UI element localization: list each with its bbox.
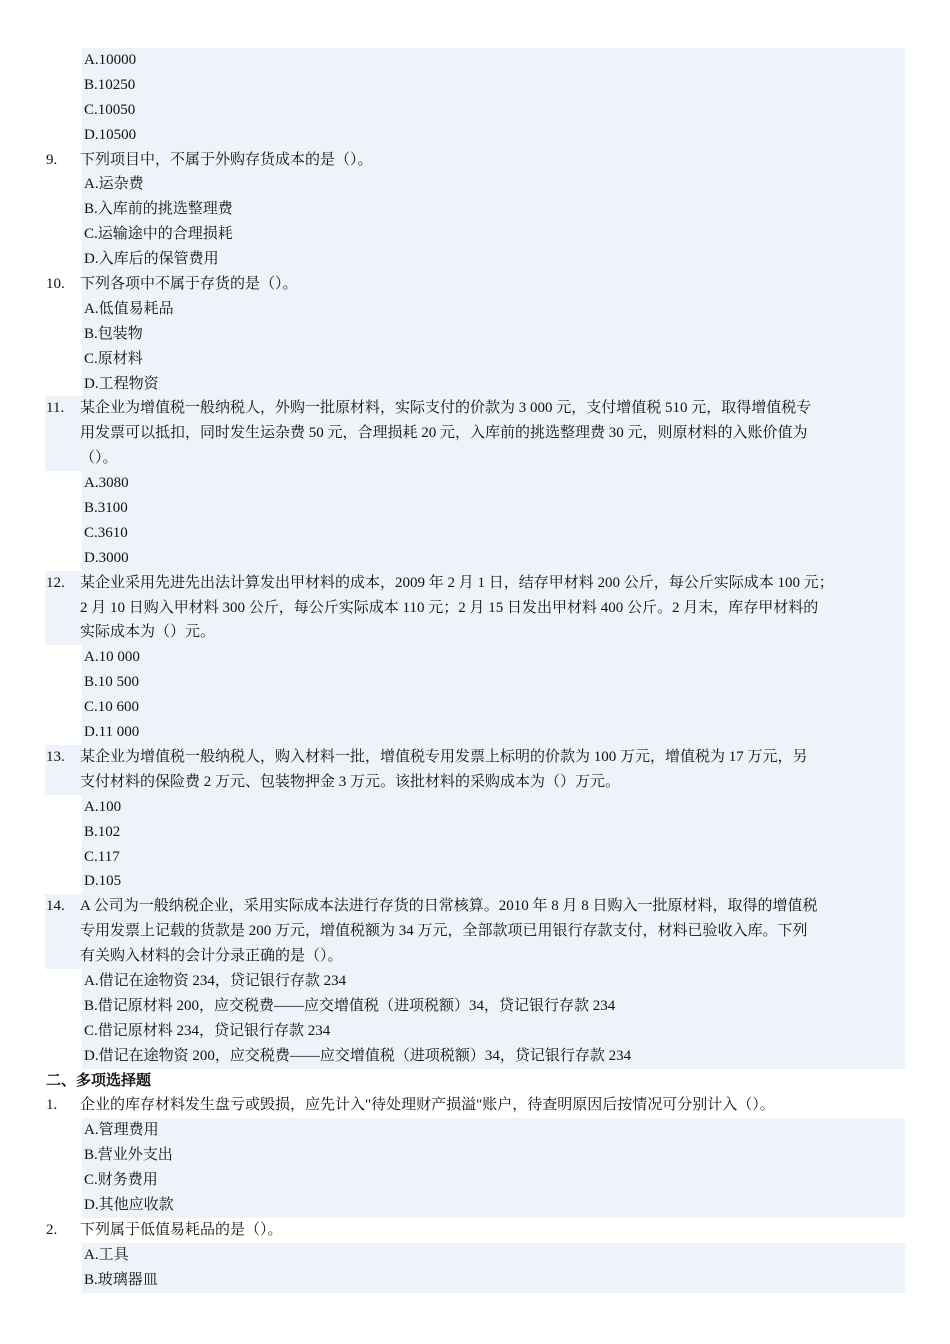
option-text: B.玻璃器皿 [84, 1271, 158, 1288]
option-text: C.财务费用 [84, 1172, 158, 1189]
option-text: A.100 [84, 798, 122, 815]
option-row [0, 820, 950, 845]
option-row [0, 1193, 950, 1218]
question-number: 2. [46, 1221, 58, 1238]
option-row [0, 1143, 950, 1168]
option-text: A.工具 [84, 1246, 129, 1263]
question-row [0, 596, 950, 621]
question-text: 专用发票上记载的货款是 200 万元，增值税额为 34 万元，全部款项已用银行存款支付，材料已验收入库。下列 [80, 923, 808, 940]
option-row [0, 869, 950, 894]
question-text: 某企业为增值税一般纳税人，购入材料一批，增值税专用发票上标明的价款为 100 万元，增值税为 17 万元，另 [80, 748, 808, 765]
option-text: B.10250 [84, 76, 136, 93]
question-row [0, 894, 950, 919]
option-text: D.3000 [84, 549, 129, 566]
option-row [0, 795, 950, 820]
question-row [0, 919, 950, 944]
option-text: D.105 [84, 873, 122, 890]
question-row [0, 745, 950, 770]
option-text: A.3080 [84, 475, 129, 492]
option-text: A.10000 [84, 52, 137, 68]
question-text: 下列属于低值易耗品的是（）。 [80, 1221, 283, 1238]
option-row [0, 496, 950, 521]
question-text: 支付材料的保险费 2 万元、包装物押金 3 万元。该批材料的采购成本为（）万元。 [80, 773, 621, 790]
option-row [0, 123, 950, 148]
question-row [0, 421, 950, 446]
option-row [0, 471, 950, 496]
option-row [0, 297, 950, 322]
option-row [0, 1118, 950, 1143]
option-text: D.入库后的保管费用 [84, 251, 219, 268]
question-number: 10. [46, 276, 65, 293]
option-text: D.10500 [84, 126, 137, 143]
option-text: C.运输途中的合理损耗 [84, 226, 233, 243]
question-text: 用发票可以抵扣，同时发生运杂费 50 元，合理损耗 20 元，入库前的挑选整理费 30 元，则原材料的入账价值为 [80, 425, 808, 442]
option-text: D.借记在途物资 200，应交税费——应交增值税（进项税额）34，贷记银行存款 234 [84, 1047, 632, 1064]
option-row [0, 969, 950, 994]
question-number: 13. [46, 748, 65, 765]
option-text: C.原材料 [84, 350, 143, 367]
question-row [0, 446, 950, 471]
option-text: C.3610 [84, 524, 128, 541]
option-text: A.管理费用 [84, 1122, 159, 1139]
option-row [0, 546, 950, 571]
option-text: D.其他应收款 [84, 1196, 174, 1213]
option-row [0, 845, 950, 870]
option-row [0, 347, 950, 372]
option-text: B.借记原材料 200，应交税费——应交增值税（进项税额）34，贷记银行存款 234 [84, 997, 616, 1014]
option-row [0, 645, 950, 670]
question-text: 某企业采用先进先出法计算发出甲材料的成本，2009 年 2 月 1 日，结存甲材料 200 公斤，每公斤实际成本 100 元； [80, 574, 834, 591]
section-heading: 二、多项选择题 [46, 1072, 152, 1089]
option-row [0, 48, 950, 73]
question-text: A 公司为一般纳税企业，采用实际成本法进行存货的日常核算。2010 年 8 月 8 日购入一批原材料，取得的增值税 [80, 898, 818, 915]
option-row [0, 197, 950, 222]
option-text: B.102 [84, 823, 121, 840]
question-text: 有关购入材料的会计分录正确的是（）。 [80, 948, 343, 965]
option-text: C.117 [84, 848, 120, 865]
option-row [0, 98, 950, 123]
option-row [0, 247, 950, 272]
option-text: A.运杂费 [84, 176, 144, 193]
question-number: 12. [46, 574, 65, 591]
option-text: B.10 500 [84, 674, 140, 691]
question-row [0, 571, 950, 596]
question-row [0, 148, 950, 173]
option-row [0, 720, 950, 745]
option-text: C.10 600 [84, 699, 140, 716]
option-text: D.工程物资 [84, 375, 159, 392]
option-row [0, 1044, 950, 1069]
option-text: D.11 000 [84, 724, 140, 741]
option-row [0, 322, 950, 347]
section-heading-row [0, 1069, 950, 1094]
question-number: 1. [46, 1097, 58, 1114]
option-text: B.3100 [84, 500, 128, 517]
question-row [0, 272, 950, 297]
option-text: A.低值易耗品 [84, 300, 174, 317]
option-row [0, 1243, 950, 1268]
option-text: B.营业外支出 [84, 1147, 173, 1164]
option-text: B.入库前的挑选整理费 [84, 201, 233, 218]
option-row [0, 1019, 950, 1044]
question-row [0, 770, 950, 795]
option-row [0, 372, 950, 397]
option-row [0, 1168, 950, 1193]
question-number: 14. [46, 898, 65, 915]
question-text: 下列各项中不属于存货的是（）。 [80, 276, 298, 293]
option-text: A.借记在途物资 234，贷记银行存款 234 [84, 972, 347, 989]
option-row [0, 73, 950, 98]
question-row [0, 1093, 950, 1118]
question-number: 9. [46, 151, 58, 168]
option-text: B.包装物 [84, 325, 143, 342]
option-text: A.10 000 [84, 649, 140, 666]
document-page [0, 48, 950, 1293]
question-row [0, 1218, 950, 1243]
question-text: （）。 [80, 450, 118, 467]
question-text: 2 月 10 日购入甲材料 300 公斤，每公斤实际成本 110 元；2 月 15 日发出甲材料 400 公斤。2 月末，库存甲材料的 [80, 599, 819, 616]
question-row [0, 944, 950, 969]
option-text: C.10050 [84, 101, 136, 118]
option-text: C.借记原材料 234，贷记银行存款 234 [84, 1022, 331, 1039]
question-text: 企业的库存材料发生盘亏或毁损，应先计入"待处理财产损溢"账户，待查明原因后按情况可分别计入（）。 [80, 1097, 775, 1114]
question-text: 下列项目中，不属于外购存货成本的是（）。 [80, 151, 373, 168]
option-row [0, 695, 950, 720]
option-row [0, 670, 950, 695]
question-text: 实际成本为（）元。 [80, 624, 216, 641]
option-row [0, 222, 950, 247]
question-row [0, 620, 950, 645]
option-row [0, 994, 950, 1019]
question-number: 11. [46, 400, 65, 417]
option-row [0, 172, 950, 197]
option-row [0, 521, 950, 546]
question-row [0, 396, 950, 421]
option-row [0, 1268, 950, 1293]
question-text: 某企业为增值税一般纳税人，外购一批原材料，实际支付的价款为 3 000 元，支付增值税 510 元，取得增值税专 [80, 400, 812, 417]
